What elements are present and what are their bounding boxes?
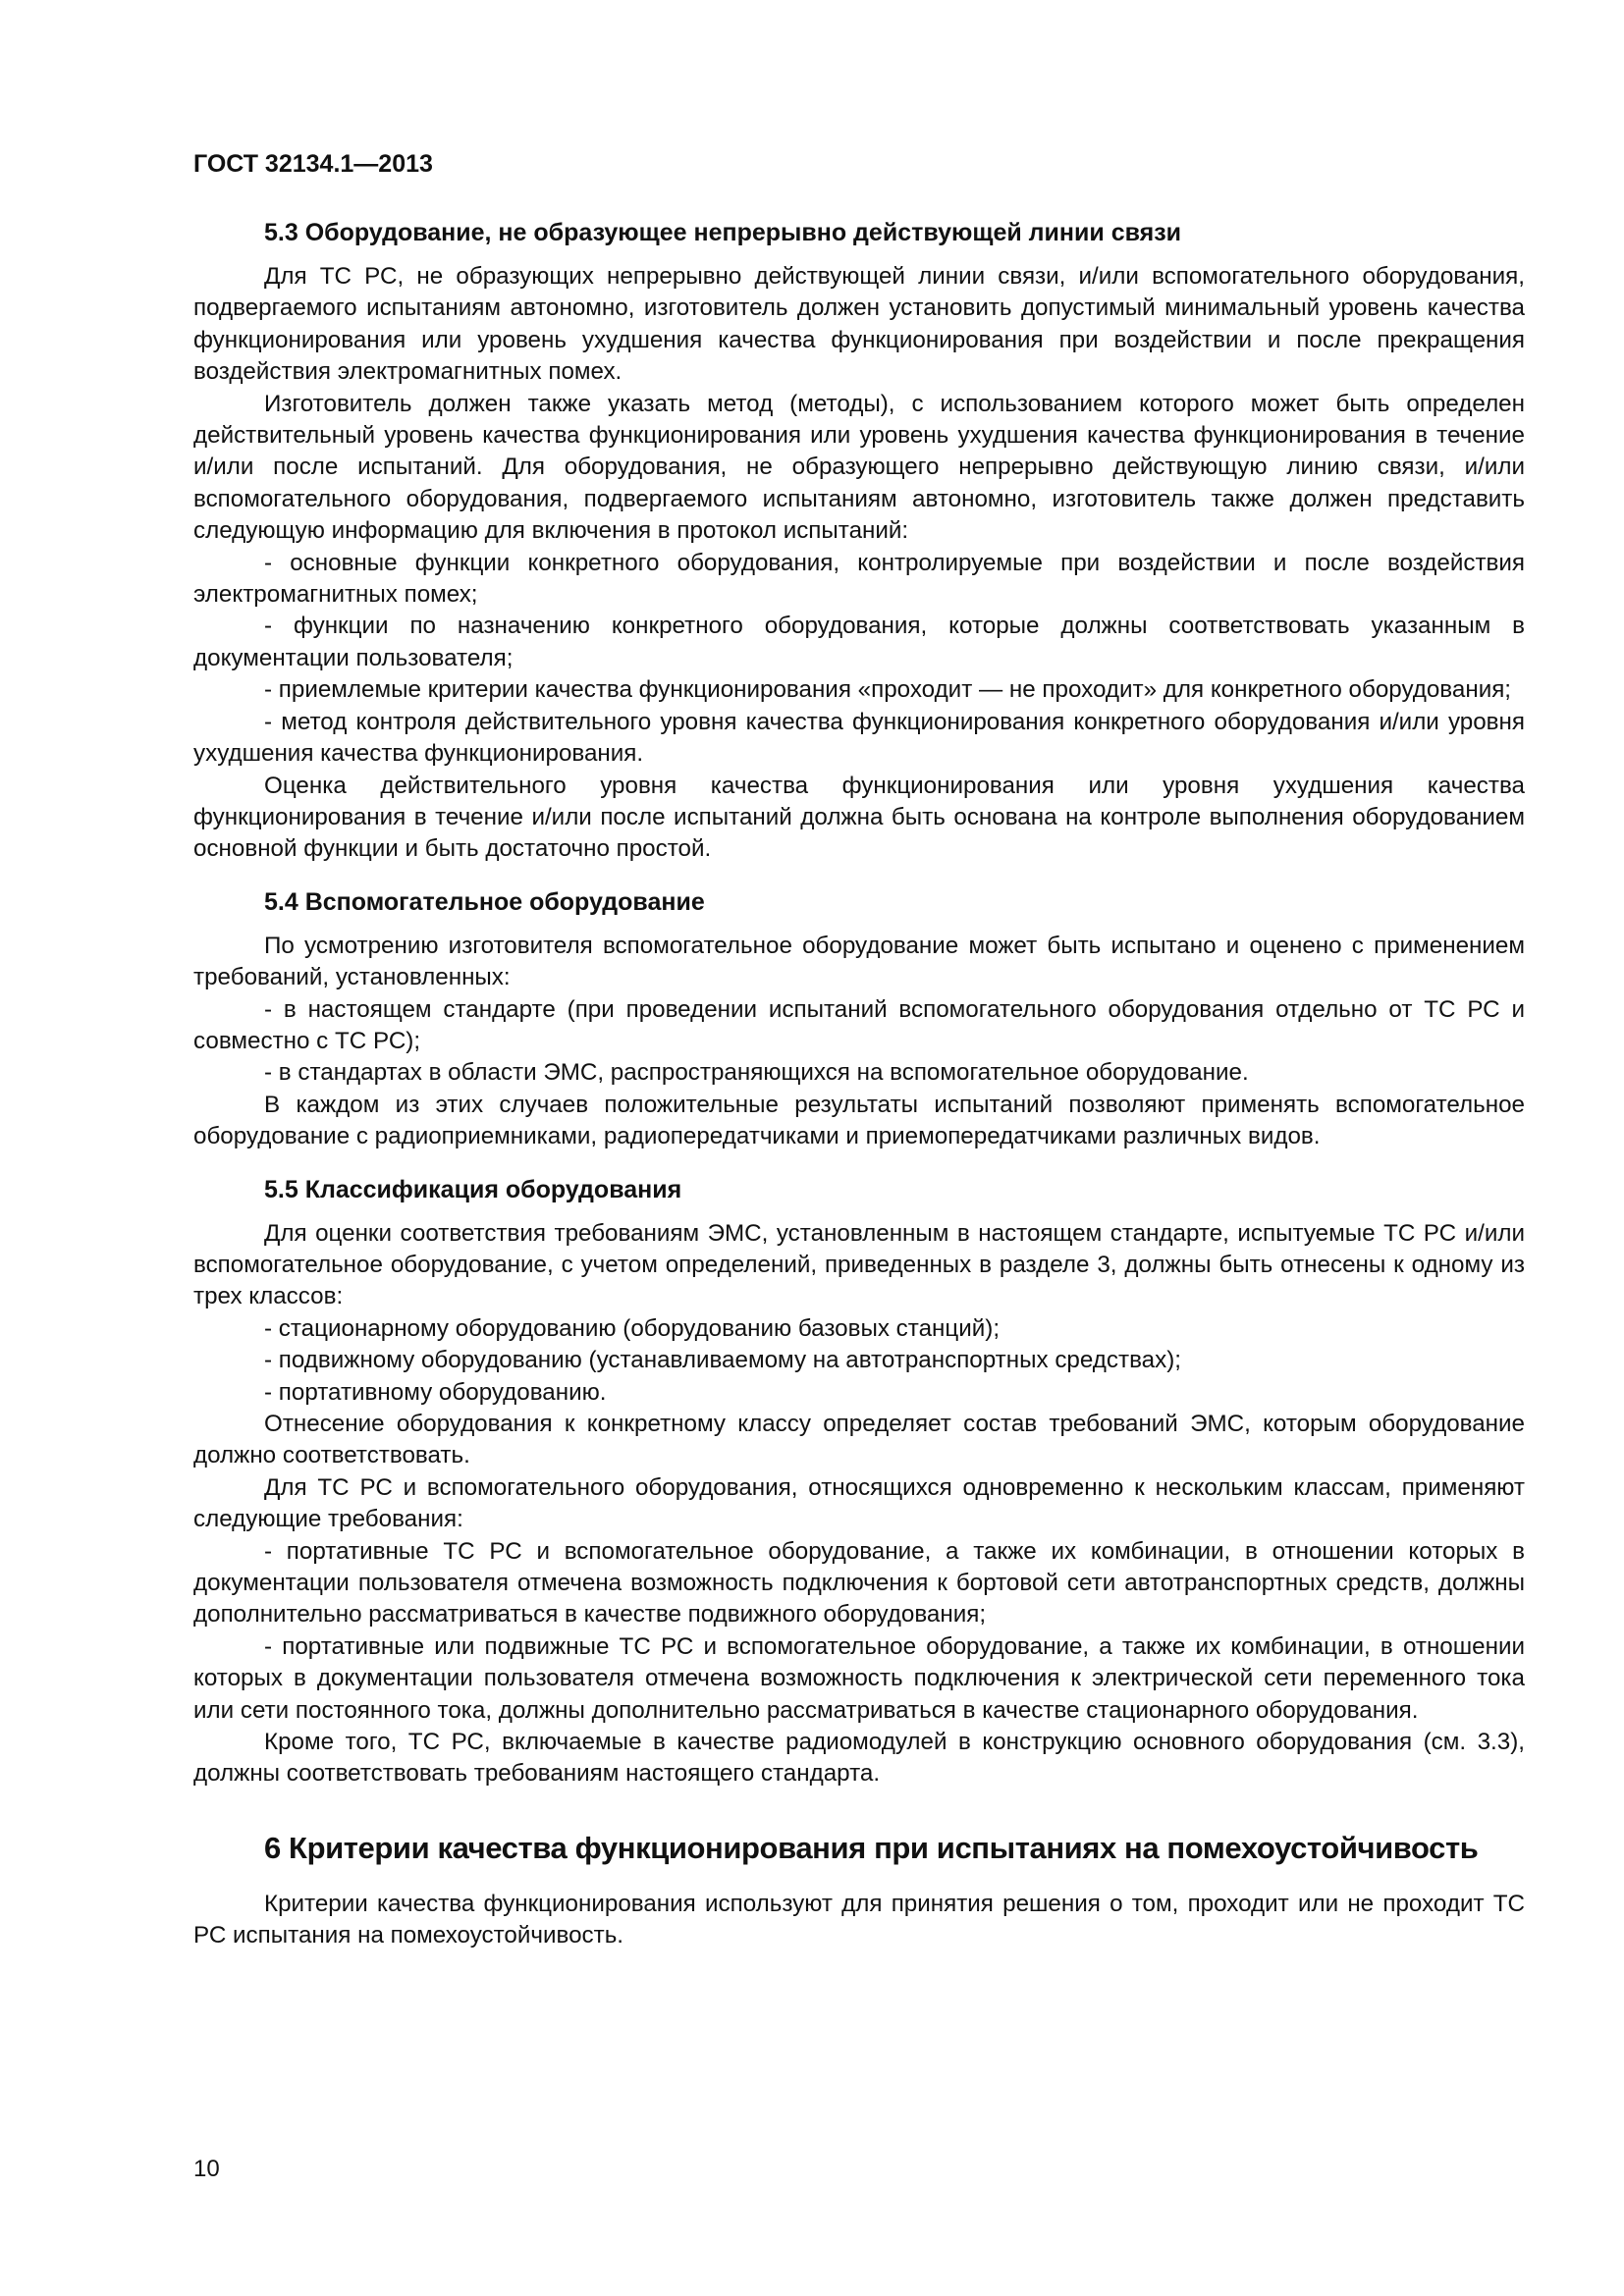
document-id-header: ГОСТ 32134.1—2013 — [193, 150, 433, 178]
list-item: - приемлемые критерии качества функционирования «проходит — не проходит» для конкретного оборудования; — [264, 676, 1512, 704]
list-item: - в стандартах в области ЭМС, распространяющихся на вспомогательное оборудование. — [264, 1059, 1249, 1087]
paragraph: Оценка действительного уровня качества функционирования или уровня ухудшения качества функционирования в течение и/или после испытаний должна быть основана на контроле выполнения оборудованием основной функции и быть достаточно простой. — [193, 772, 1525, 863]
list-item: - функции по назначению конкретного оборудования, которые должны соответствовать указанным в документации пользователя; — [193, 613, 1525, 671]
paragraph: Изготовитель должен также указать метод (методы), с использованием которого может быть определен действительный уровень качества функционирования или уровень ухудшения качества функционирования в течение и/или после испытаний. Для оборудования, не образующего непрерывно действующую линию связи, и/или вспомогательного оборудования, подвергаемого испытаниям автономно, изготовитель также должен представить следующую информацию для включения в протокол испытаний: — [193, 390, 1525, 545]
document-page — [193, 149, 1525, 1952]
list-item: - портативному оборудованию. — [264, 1378, 607, 1406]
list-item: - в настоящем стандарте (при проведении испытаний вспомогательного оборудования отдельно от ТС РС и совместно с ТС РС); — [193, 995, 1525, 1054]
list-item: - стационарному оборудованию (оборудованию базовых станций); — [264, 1314, 1001, 1342]
list-item: - метод контроля действительного уровня качества функционирования конкретного оборудования и/или уровня ухудшения качества функционирования. — [193, 708, 1525, 768]
list-item: - подвижному оборудованию (устанавливаемому на автотранспортных средствах); — [264, 1347, 1181, 1374]
paragraph: Отнесение оборудования к конкретному классу определяет состав требований ЭМС, которым оборудование должно соответствовать. — [193, 1411, 1525, 1469]
paragraph: По усмотрению изготовителя вспомогательное оборудование может быть испытано и оценено с применением требований, установленных: — [193, 932, 1525, 991]
section-5-4 — [193, 887, 1525, 1153]
list-item: - портативные ТС РС и вспомогательное оборудование, а также их комбинации, в отношении которых в документации пользователя отмечена возможность подключения к бортовой сети автотранспортных средств, должны дополнительно рассматриваться в качестве подвижного оборудования; — [193, 1537, 1525, 1629]
list-item: - основные функции конкретного оборудования, контролируемые при воздействии и после воздействия электромагнитных помех; — [193, 549, 1525, 609]
paragraph: Критерии качества функционирования используют для принятия решения о том, проходит или не проходит ТС РС испытания на помехоустойчивость. — [193, 1890, 1525, 1949]
list-item: - портативные или подвижные ТС РС и вспомогательное оборудование, а также их комбинации, в отношении которых в документации пользователя отмечена возможность подключения к электрической сети переменного тока или сети постоянного тока, должны дополнительно рассматриваться в качестве стационарного оборудования. — [193, 1632, 1525, 1724]
section-heading: 5.5 Классификация оборудования — [264, 1175, 682, 1203]
paragraph: Кроме того, ТС РС, включаемые в качестве радиомодулей в конструкцию основного оборудования (см. 3.3), должны соответствовать требованиям настоящего стандарта. — [193, 1729, 1525, 1788]
chapter-heading: 6 Критерии качества функционирования при испытаниях на помехоустойчивость — [264, 1830, 1479, 1865]
section-5-5 — [193, 1175, 1525, 1790]
paragraph: В каждом из этих случаев положительные результаты испытаний позволяют применять вспомогательное оборудование с радиоприемниками, радиопередатчиками и приемопередатчиками различных видов. — [193, 1091, 1525, 1150]
section-5-3 — [193, 218, 1525, 866]
section-heading: 5.3 Оборудование, не образующее непрерывно действующей линии связи — [264, 219, 1182, 246]
paragraph: Для оценки соответствия требованиям ЭМС, установленным в настоящем стандарте, испытуемые ТС РС и/или вспомогательное оборудование, с учетом определений, приведенных в разделе 3, должны быть отнесены к одному из трех классов: — [193, 1219, 1525, 1310]
page-number: 10 — [193, 2156, 220, 2182]
section-heading: 5.4 Вспомогательное оборудование — [264, 887, 705, 916]
paragraph: Для ТС РС и вспомогательного оборудования, относящихся одновременно к нескольким классам, применяют следующие требования: — [193, 1473, 1525, 1533]
chapter-6 — [193, 1830, 1525, 1952]
paragraph: Для ТС РС, не образующих непрерывно действующей линии связи, и/или вспомогательного оборудования, подвергаемого испытаниям автономно, изготовитель должен установить допустимый минимальный уровень качества функционирования или уровень ухудшения качества функционирования при воздействии и после прекращения воздействия электромагнитных помех. — [193, 263, 1525, 386]
